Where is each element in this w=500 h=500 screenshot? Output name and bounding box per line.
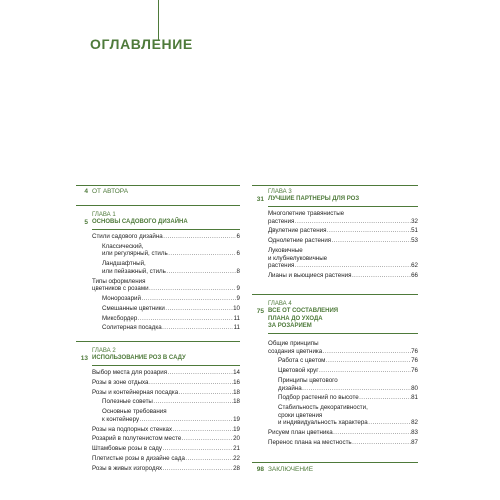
toc-entry-page: 11 <box>233 324 240 332</box>
toc-entry-line <box>92 233 240 241</box>
toc-entry-line <box>92 445 240 453</box>
toc-entry <box>268 429 418 437</box>
toc-entry-page: 32 <box>411 217 418 225</box>
toc-leader-dots <box>163 445 233 453</box>
toc-leader-dots <box>332 237 411 245</box>
toc-entry-page: 11 <box>233 314 240 322</box>
toc-entry-text: Многолетние травянистые <box>268 210 345 217</box>
toc-entry-text: и клубнелуковичные <box>268 254 328 262</box>
toc-entry <box>102 408 240 423</box>
section-divider <box>252 294 418 295</box>
toc-entry-page: 21 <box>233 445 240 453</box>
toc-entry-line <box>102 324 240 332</box>
intro-page-number: 4 <box>84 188 88 195</box>
toc-entry <box>92 233 240 241</box>
toc-entry-line <box>268 262 418 270</box>
toc-entry <box>102 243 240 258</box>
chapter-page-number: 31 <box>256 196 264 203</box>
toc-entry-page: 18 <box>233 398 240 406</box>
toc-entry <box>268 227 418 235</box>
toc-entry <box>102 260 240 275</box>
toc-entry-line <box>278 385 418 393</box>
toc-entry-text: Стили садового дизайна <box>92 233 163 240</box>
toc-entry <box>92 435 240 443</box>
toc-entry-page: 6 <box>236 250 240 258</box>
toc-entry-text: создания цветника <box>268 347 323 355</box>
toc-entry-line <box>102 416 240 424</box>
toc-entry-text: сроки цветения <box>278 411 323 419</box>
toc-leader-dots <box>149 285 236 293</box>
toc-entry-page: 28 <box>233 464 240 472</box>
toc-entry-text: Лианы и вьющиеся растения <box>268 272 352 279</box>
toc-entry <box>92 465 240 473</box>
toc-entry-line <box>268 237 418 245</box>
toc-leader-dots <box>327 227 411 235</box>
toc-entry-line <box>102 250 240 258</box>
toc-entry-line <box>268 227 418 235</box>
toc-entry-text: к контейнеру <box>102 415 140 423</box>
toc-entry-line <box>278 357 418 365</box>
toc-entry-text: Ландшафтный, <box>102 260 146 268</box>
toc-leader-dots <box>138 315 233 323</box>
toc-entry-text: Розы в зоне отдыха <box>92 378 149 386</box>
chapter-title-line: ОСНОВЫ САДОВОГО ДИЗАЙНА <box>92 219 188 225</box>
toc-entry-text: Розы на подпорных стенках <box>92 425 173 433</box>
toc-entry-page: 10 <box>233 304 240 312</box>
toc-entry-text: Работа с цветом <box>278 357 326 365</box>
toc-entry-line <box>268 218 418 226</box>
toc-entry-line <box>92 455 240 463</box>
toc-entry-text: Монорозарий <box>102 295 141 302</box>
outro-page-number: 98 <box>256 466 264 473</box>
toc-entry-line <box>92 426 240 434</box>
toc-entry <box>278 367 418 375</box>
toc-entry-text: Выбор места для розария <box>92 369 168 376</box>
toc-leader-dots <box>302 385 410 393</box>
toc-entry-page: 83 <box>411 429 418 437</box>
chapter-title-line: ИСПОЛЬЗОВАНИЕ РОЗ В САДУ <box>92 355 186 361</box>
toc-entry-page: 66 <box>411 272 418 279</box>
section-divider <box>76 205 240 206</box>
toc-leader-dots <box>359 394 410 402</box>
toc-entry-page: 18 <box>233 388 240 396</box>
toc-entry <box>268 237 418 245</box>
toc-entry <box>102 315 240 323</box>
toc-entry-text: Смешанные цветники <box>102 304 165 312</box>
header-accent-line <box>158 0 159 40</box>
toc-entry-line <box>92 389 240 397</box>
toc-entry-text: Миксбордер <box>102 314 138 322</box>
toc-entry-page: 62 <box>411 262 418 270</box>
chapter-title-line: ЛУЧШИЕ ПАРТНЕРЫ ДЛЯ РОЗ <box>268 196 360 202</box>
chapter-rule <box>268 206 418 207</box>
toc-entry-text: или пейзажный, стиль <box>102 267 166 275</box>
toc-entry-text: Рисуем план цветника <box>268 429 333 437</box>
chapter-page-number: 5 <box>84 219 88 226</box>
toc-entry-line <box>278 419 418 427</box>
toc-entry-text: Однолетние растения <box>268 237 332 245</box>
toc-leader-dots <box>141 295 236 303</box>
chapter-page-number: 75 <box>256 308 264 315</box>
toc-entry-page: 19 <box>233 415 240 423</box>
toc-entry <box>268 340 418 355</box>
page-title: ОГЛАВЛЕНИЕ <box>90 36 193 52</box>
toc-entry-text: дизайна <box>278 384 302 392</box>
toc-entry <box>268 247 418 270</box>
toc-entry-line <box>92 285 240 293</box>
toc-leader-dots <box>140 416 233 424</box>
toc-entry-text: Розарий в полутенистом месте <box>92 435 182 443</box>
toc-leader-dots <box>319 367 411 375</box>
toc-entry <box>102 398 240 406</box>
chapter-title-line: ЗА РОЗАРИЕМ <box>268 323 312 329</box>
toc-leader-dots <box>352 439 410 447</box>
toc-entry-text: Цветовой круг <box>278 367 319 375</box>
toc-entry <box>92 369 240 377</box>
toc-entry-page: 80 <box>411 384 418 392</box>
toc-entry-text: Типы оформления <box>92 277 146 285</box>
toc-entry-page: 22 <box>233 455 240 462</box>
section-divider <box>252 462 418 463</box>
toc-entry-text: Основные требования <box>102 408 167 416</box>
toc-entry <box>278 357 418 365</box>
chapter-title <box>92 355 186 363</box>
chapter-title-line: ВСЕ ОТ СОСТАВЛЕНИЯ <box>268 308 339 314</box>
toc-leader-dots <box>149 379 233 387</box>
toc-entry <box>102 305 240 313</box>
toc-leader-dots <box>168 250 236 258</box>
toc-entry-page: 9 <box>236 285 240 293</box>
toc-leader-dots <box>352 272 411 280</box>
toc-entry-page: 16 <box>233 378 240 386</box>
toc-leader-dots <box>333 429 410 437</box>
toc-entry-text: Принципы цветового <box>278 377 338 384</box>
toc-leader-dots <box>182 435 233 443</box>
chapter-rule <box>92 365 240 366</box>
toc-leader-dots <box>162 324 233 332</box>
toc-entry-text: или регулярный, стиль <box>102 250 168 258</box>
toc-entry-line <box>102 398 240 406</box>
toc-entry-line <box>92 435 240 443</box>
toc-leader-dots <box>153 398 232 406</box>
chapter-label: ГЛАВА 2 <box>92 348 116 354</box>
toc-leader-dots <box>163 465 233 473</box>
toc-entry-text: Общие принципы <box>268 340 319 347</box>
chapter-page-number: 13 <box>80 355 88 362</box>
chapter-title-line: ПЛАНА ДО УХОДА <box>268 315 323 322</box>
toc-entry-text: Классический, <box>102 242 144 250</box>
chapter-title <box>268 308 338 331</box>
toc-entry-page: 76 <box>411 357 418 365</box>
intro-label: ОТ АВТОРА <box>92 188 129 195</box>
toc-entry-line <box>278 367 418 375</box>
chapter-rule <box>92 229 240 230</box>
right-column-top-rule <box>252 185 418 186</box>
toc-entry-text: Розы в живых изгородях <box>92 464 163 472</box>
toc-leader-dots <box>326 357 411 365</box>
toc-entry-page: 87 <box>411 439 418 446</box>
chapter-rule <box>268 333 418 334</box>
toc-entry-line <box>102 268 240 276</box>
toc-entry <box>92 426 240 434</box>
toc-entry <box>102 295 240 303</box>
toc-entry-text: цветников с розами <box>92 285 149 293</box>
toc-leader-dots <box>166 268 236 276</box>
toc-entry-text: растения <box>268 217 295 225</box>
toc-entry-text: Перенос плана на местность <box>268 439 352 446</box>
toc-entry-line <box>92 369 240 377</box>
toc-entry <box>268 439 418 447</box>
toc-entry-text: Луковичные <box>268 247 303 254</box>
chapter-title <box>92 219 188 227</box>
toc-leader-dots <box>295 262 411 270</box>
toc-leader-dots <box>163 233 236 241</box>
toc-entry-page: 14 <box>233 369 240 376</box>
toc-entry-line <box>102 295 240 303</box>
toc-entry <box>102 324 240 332</box>
toc-entry-text: Стабильность декоративности, <box>278 404 368 412</box>
toc-entry <box>92 379 240 387</box>
toc-entry-line <box>268 348 418 356</box>
toc-entry-line <box>92 465 240 473</box>
toc-leader-dots <box>368 419 410 427</box>
toc-entry-line <box>278 394 418 402</box>
toc-entry-page: 6 <box>236 233 240 240</box>
toc-entry-line <box>268 439 418 447</box>
toc-leader-dots <box>295 218 411 226</box>
toc-entry-line <box>102 315 240 323</box>
toc-entry-page: 53 <box>411 237 418 245</box>
toc-entry-page: 8 <box>236 267 240 275</box>
toc-entry-page: 20 <box>233 435 240 443</box>
toc-entry-text: и индивидуальность характера <box>278 419 368 427</box>
toc-leader-dots <box>173 426 233 434</box>
left-column-top-rule <box>76 185 240 186</box>
toc-entry-text: Солитерная посадка <box>102 324 162 332</box>
toc-entry <box>92 455 240 463</box>
toc-entry <box>278 394 418 402</box>
chapter-label: ГЛАВА 3 <box>268 189 292 195</box>
toc-entry-page: 51 <box>411 227 418 235</box>
toc-entry-text: Подбор растений по высоте <box>278 394 359 402</box>
toc-leader-dots <box>185 455 232 463</box>
toc-entry-line <box>268 272 418 280</box>
toc-entry <box>278 404 418 427</box>
chapter-label: ГЛАВА 1 <box>92 212 116 218</box>
toc-leader-dots <box>323 348 411 356</box>
toc-entry <box>92 389 240 397</box>
toc-leader-dots <box>165 305 232 313</box>
toc-entry <box>278 377 418 392</box>
toc-entry-text: Двулетние растения <box>268 227 327 235</box>
toc-entry-page: 9 <box>236 295 240 302</box>
toc-entry <box>92 445 240 453</box>
toc-entry-page: 76 <box>411 347 418 355</box>
chapter-title <box>268 196 359 204</box>
toc-leader-dots <box>168 369 233 377</box>
toc-entry <box>268 210 418 225</box>
outro-label: ЗАКЛЮЧЕНИЕ <box>268 466 314 473</box>
chapter-label: ГЛАВА 4 <box>268 301 292 307</box>
toc-entry-page: 19 <box>233 425 240 433</box>
section-divider <box>76 341 240 342</box>
toc-entry-page: 82 <box>411 419 418 427</box>
toc-leader-dots <box>179 389 233 397</box>
toc-entry-line <box>92 379 240 387</box>
toc-entry <box>92 278 240 293</box>
toc-entry <box>268 272 418 280</box>
toc-entry-page: 81 <box>411 394 418 402</box>
toc-entry-line <box>102 305 240 313</box>
toc-entry-text: растения <box>268 262 295 270</box>
toc-entry-line <box>268 429 418 437</box>
toc-entry-text: Розы и контейнерная посадка <box>92 388 179 396</box>
toc-entry-text: Плетистые розы в дизайне сада <box>92 455 185 462</box>
toc-entry-page: 76 <box>411 367 418 375</box>
toc-entry-text: Штамбовые розы в саду <box>92 445 163 453</box>
toc-entry-text: Полезные советы <box>102 398 153 406</box>
